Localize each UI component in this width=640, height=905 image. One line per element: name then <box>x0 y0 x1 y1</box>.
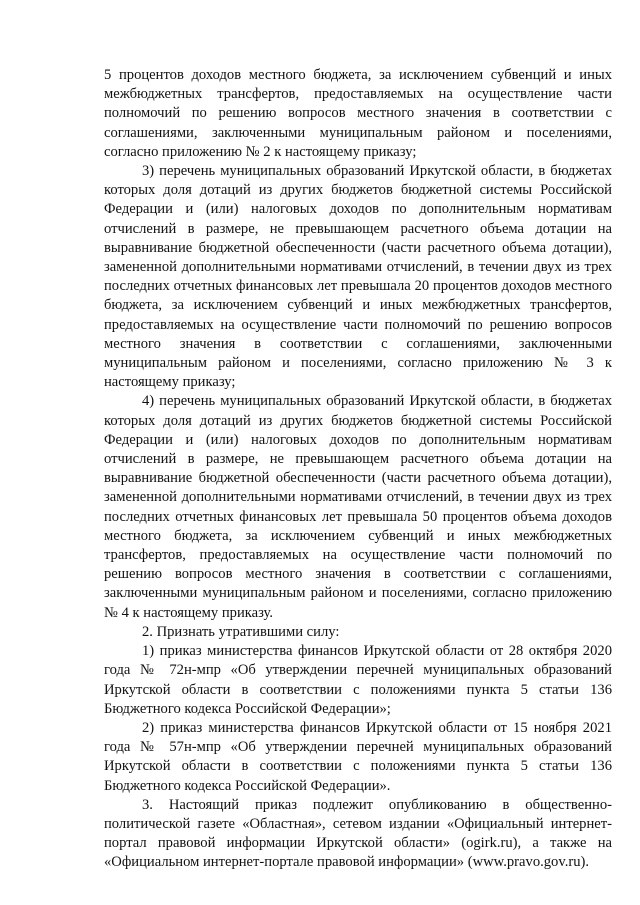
paragraph-section-2: 2. Признать утратившими силу: <box>142 623 340 640</box>
paragraph-section-3: 3. Настоящий приказ подлежит опубликованию в общественно-политической газете «Областная», сетевом издании «Официальный интернет-портал правовой информации Иркутской области» (ogirk.ru), а также на «Официальном интернет-портале правовой информации» (www.pravo.gov.ru). <box>104 796 612 871</box>
paragraph-section-2-item-2: 2) приказ министерства финансов Иркутской области от 15 ноября 2021 года № 57н-мпр «Об утверждении перечней муниципальных образований Иркутской области в соответствии с положениями пункта 5 статьи 136 Бюджетного кодекса Российской Федерации». <box>104 719 612 794</box>
document-page <box>104 66 612 873</box>
paragraph-1-continuation: 5 процентов доходов местного бюджета, за исключением субвенций и иных межбюджетных трансфертов, предоставляемых на осуществление части полномочий по решению вопросов местного значения в соответствии с соглашениями, заключенными муниципальным районом и поселениями, согласно приложению № 2 к настоящему приказу; <box>104 67 612 160</box>
paragraph-item-4: 4) перечень муниципальных образований Иркутской области, в бюджетах которых доля дотаций из других бюджетов бюджетной системы Российской Федерации и (или) налоговых доходов по дополнительным нормативам отчислений в размере, не превышающем расчетного объема дотации на выравнивание бюджетной обеспеченности (части расчетного объема дотации), замененной дополнительными нормативами отчислений, в течении двух из трех последних отчетных финансовых лет превышала 50 процентов объема доходов местного бюджета, за исключением субвенций и иных межбюджетных трансфертов, предоставляемых на осуществление части полномочий по решению вопросов местного значения в соответствии с соглашениями, заключенными муниципальным районом и поселениями, согласно приложению № 4 к настоящему приказу. <box>104 393 612 621</box>
paragraph-section-2-item-1: 1) приказ министерства финансов Иркутской области от 28 октября 2020 года № 72н-мпр «Об утверждении перечней муниципальных образований Иркутской области в соответствии с положениями пункта 5 статьи 136 Бюджетного кодекса Российской Федерации»; <box>104 643 612 717</box>
paragraph-item-3: 3) перечень муниципальных образований Иркутской области, в бюджетах которых доля дотаций из других бюджетов бюджетной системы Российской Федерации и (или) налоговых доходов по дополнительным нормативам отчислений в размере, не превышающем расчетного объема дотации на выравнивание бюджетной обеспеченности (части расчетного объема дотации), замененной дополнительными нормативами отчислений, в течении двух из трех последних отчетных финансовых лет превышала 20 процентов доходов местного бюджета, за исключением субвенций и иных межбюджетных трансфертов, предоставляемых на осуществление части полномочий по решению вопросов местного значения в соответствии с соглашениями, заключенными муниципальным районом и поселениями, согласно приложению № 3 к настоящему приказу; <box>104 163 612 391</box>
